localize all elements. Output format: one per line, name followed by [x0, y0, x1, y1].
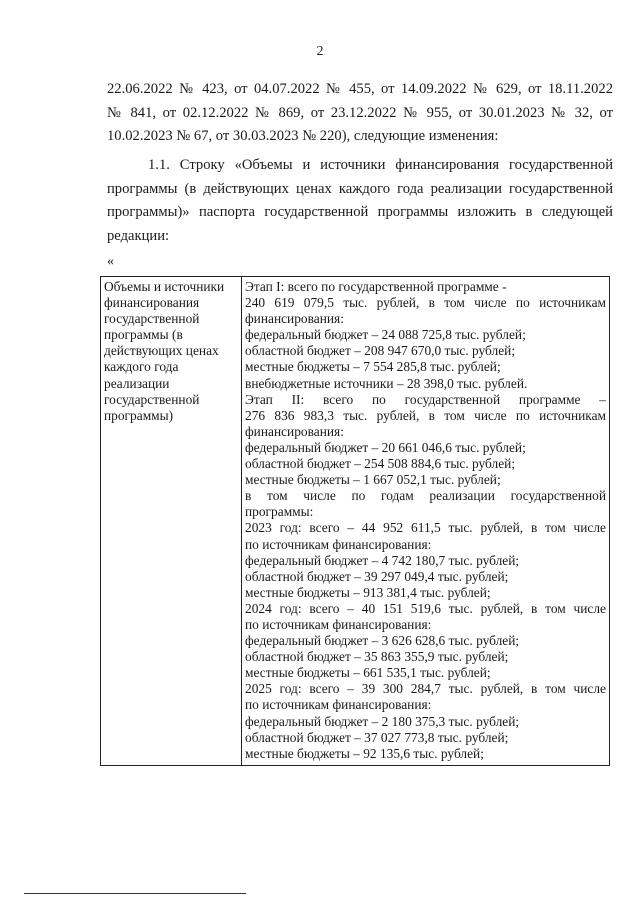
- value-line: федеральный бюджет – 24 088 725,8 тыс. рублей;: [245, 327, 526, 343]
- value-line: внебюджетные источники – 28 398,0 тыс. рублей.: [245, 375, 528, 391]
- intro-line: 10.02.2023 № 67, от 30.03.2023 № 220), следующие изменения:: [107, 128, 499, 144]
- value-line: местные бюджеты – 1 667 052,1 тыс. рублей;: [245, 472, 501, 488]
- header-line: программы (в: [104, 327, 183, 343]
- row-value-cell: [242, 277, 610, 766]
- value-line: областной бюджет – 254 508 884,6 тыс. рублей;: [245, 456, 516, 472]
- header-line: действующих ценах: [104, 343, 219, 359]
- amendment-line: 1.1. Строку «Объемы и источники финансирования государственной: [148, 157, 613, 173]
- amendment-line: программы (в действующих ценах каждого года реализации государственной: [107, 180, 613, 197]
- value-line: программы:: [245, 504, 314, 520]
- value-line: областной бюджет – 208 947 670,0 тыс. рублей;: [245, 343, 516, 359]
- value-line: 240 619 079,5 тыс. рублей, в том числе по источникам: [245, 295, 606, 311]
- value-line: местные бюджеты – 92 135,6 тыс. рублей;: [245, 745, 484, 761]
- header-line: финансирования: [104, 295, 200, 311]
- value-line: Этап I: всего по государственной программе -: [245, 279, 507, 294]
- header-line: государственной: [104, 311, 200, 327]
- financing-table: [100, 276, 610, 766]
- value-line: в том числе по годам реализации государственной: [245, 488, 606, 504]
- intro-line: 22.06.2022 № 423, от 04.07.2022 № 455, от 14.09.2022 № 629, от 18.11.2022: [107, 81, 613, 97]
- value-line: финансирования:: [245, 311, 344, 327]
- value-line: по источникам финансирования:: [245, 616, 432, 632]
- value-line: областной бюджет – 35 863 355,9 тыс. рублей;: [245, 649, 509, 665]
- amendment-line: редакции:: [107, 227, 170, 244]
- intro-paragraph: [107, 78, 613, 149]
- value-line: федеральный бюджет – 4 742 180,7 тыс. рублей;: [245, 552, 520, 568]
- amendment-line: программы)» паспорта государственной программы изложить в следующей: [107, 204, 613, 220]
- value-line: местные бюджеты – 661 535,1 тыс. рублей;: [245, 665, 491, 681]
- value-line: 2023 год: всего – 44 952 611,5 тыс. рублей, в том числе: [245, 520, 606, 536]
- header-line: реализации: [104, 375, 170, 391]
- value-line: федеральный бюджет – 3 626 628,6 тыс. рублей;: [245, 633, 520, 649]
- value-line: по источникам финансирования:: [245, 536, 432, 552]
- page-number: 2: [316, 44, 324, 59]
- opening-quote: «: [107, 254, 114, 269]
- value-line: местные бюджеты – 7 554 285,8 тыс. рублей;: [245, 359, 501, 375]
- header-line: программы): [104, 407, 174, 423]
- footnote-rule: [24, 893, 246, 894]
- value-line: 2025 год: всего – 39 300 284,7 тыс. рублей, в том числе: [245, 681, 606, 697]
- row-header-cell: [101, 277, 242, 766]
- value-line: местные бюджеты – 913 381,4 тыс. рублей;: [245, 584, 491, 600]
- table-row: [101, 277, 610, 766]
- header-line: каждого года: [104, 359, 179, 375]
- value-line: областной бюджет – 39 297 049,4 тыс. рублей;: [245, 568, 509, 584]
- header-line: Объемы и источники: [104, 279, 225, 294]
- value-line: по источникам финансирования:: [245, 697, 432, 713]
- header-line: государственной: [104, 391, 200, 407]
- value-line: федеральный бюджет – 20 661 046,6 тыс. рублей;: [245, 439, 526, 455]
- value-line: финансирования:: [245, 423, 344, 439]
- value-line: Этап II: всего по государственной программе –: [245, 391, 606, 407]
- value-line: 276 836 983,3 тыс. рублей, в том числе по источникам: [245, 407, 606, 423]
- value-line: 2024 год: всего – 40 151 519,6 тыс. рублей, в том числе: [245, 600, 606, 616]
- value-line: областной бюджет – 37 027 773,8 тыс. рублей;: [245, 729, 509, 745]
- amendment-paragraph: [107, 154, 613, 248]
- intro-line: № 841, от 02.12.2022 № 869, от 23.12.2022 № 955, от 30.01.2023 № 32, от: [107, 104, 613, 121]
- value-line: федеральный бюджет – 2 180 375,3 тыс. рублей;: [245, 713, 520, 729]
